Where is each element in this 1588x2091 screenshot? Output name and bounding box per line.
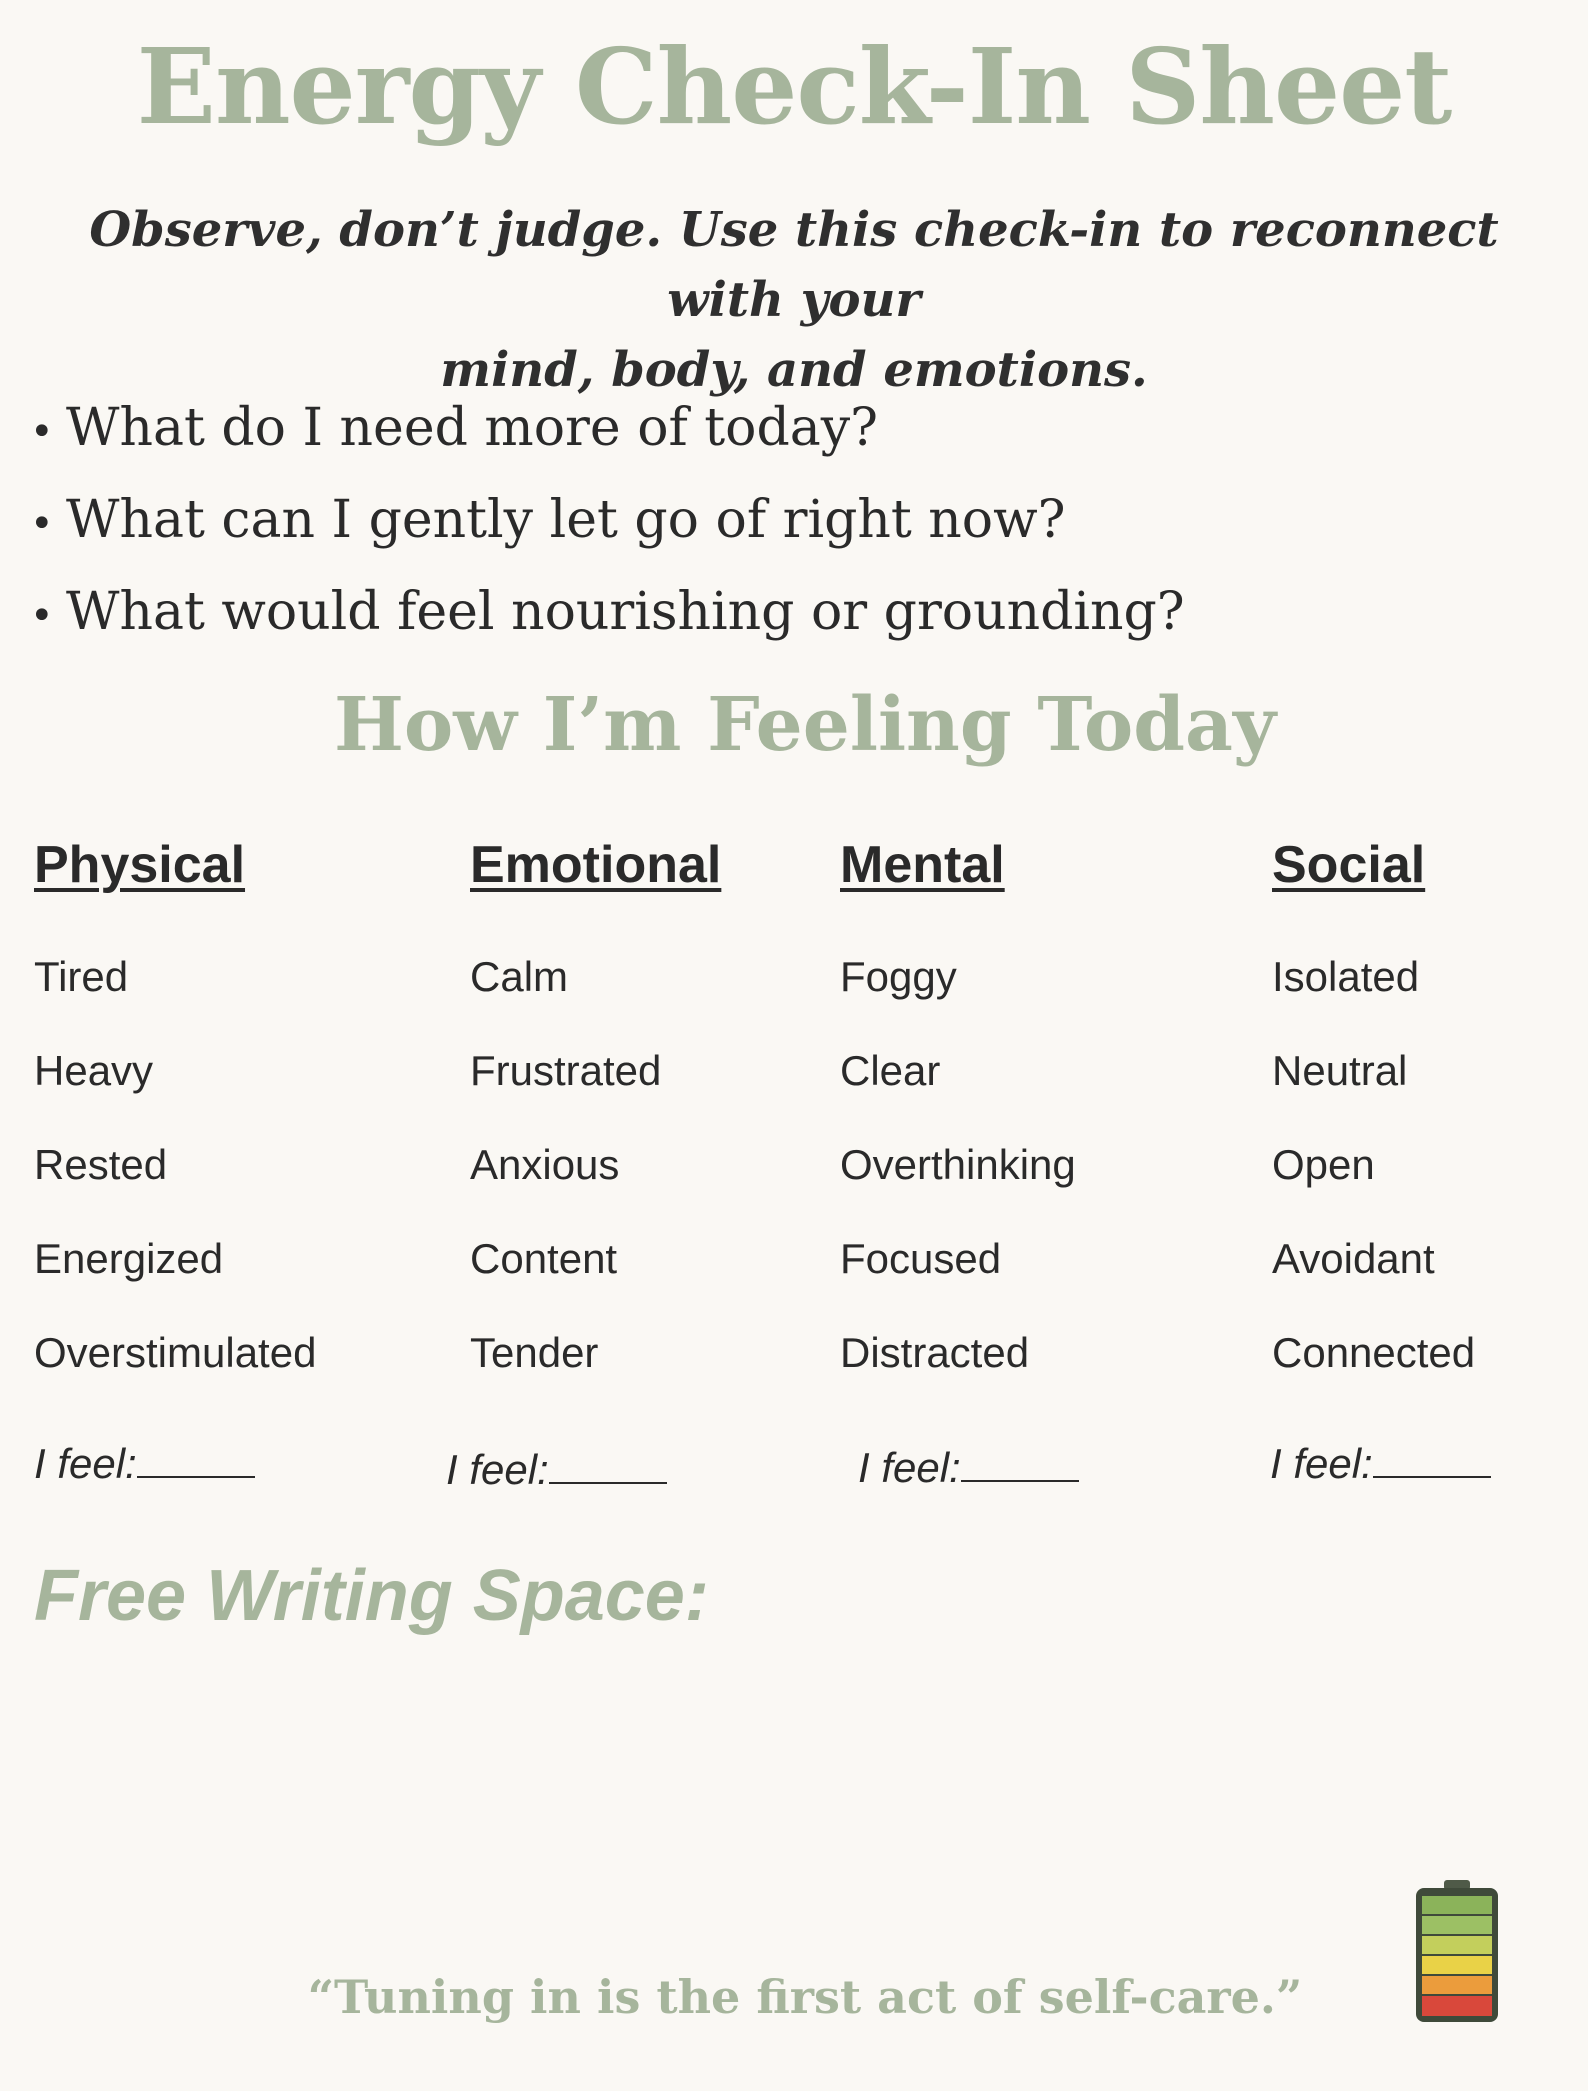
feeling-option[interactable]: Frustrated — [470, 1047, 662, 1094]
free-writing-label: Free Writing Space: — [34, 1556, 709, 1636]
question-item — [30, 382, 1185, 474]
question-text: What would feel nourishing or grounding? — [66, 582, 1185, 642]
feeling-option[interactable]: Clear — [840, 1047, 941, 1094]
feel-blank-line[interactable] — [549, 1448, 667, 1484]
emotional-column — [470, 830, 721, 1400]
subtitle-line-1: Observe, don’t judge. Use this check-in to reconnect with your — [89, 202, 1499, 328]
subtitle-line-2: mind, body, and emotions. — [440, 342, 1148, 398]
bullet-icon: • — [30, 501, 54, 547]
physical-heading: Physical — [34, 836, 246, 894]
feeling-section-title: How I’m Feeling Today — [334, 682, 1276, 768]
battery-level-bar — [1422, 1936, 1492, 1954]
social-feel-field[interactable] — [1270, 1440, 1491, 1488]
emotional-feel-field[interactable] — [446, 1446, 667, 1494]
feel-blank-line[interactable] — [961, 1446, 1079, 1482]
feeling-option[interactable]: Heavy — [34, 1047, 154, 1094]
feeling-option[interactable]: Neutral — [1272, 1047, 1408, 1094]
physical-column — [34, 830, 316, 1400]
feeling-option[interactable]: Focused — [840, 1235, 1002, 1282]
feeling-option[interactable]: Tired — [34, 953, 129, 1000]
page-subtitle — [60, 195, 1528, 405]
battery-level-bar — [1422, 1896, 1492, 1914]
feeling-option[interactable]: Isolated — [1272, 953, 1420, 1000]
feel-blank-line[interactable] — [137, 1442, 255, 1478]
feeling-option[interactable]: Overstimulated — [34, 1329, 317, 1376]
battery-icon — [1412, 1880, 1502, 2026]
feeling-option[interactable]: Overthinking — [840, 1141, 1076, 1188]
question-text: What can I gently let go of right now? — [66, 490, 1066, 550]
feeling-option[interactable]: Connected — [1272, 1329, 1476, 1376]
feeling-option[interactable]: Open — [1272, 1141, 1375, 1188]
battery-level-bar — [1422, 1956, 1492, 1974]
feeling-option[interactable]: Foggy — [840, 953, 957, 1000]
feeling-option[interactable]: Anxious — [470, 1141, 620, 1188]
feeling-option[interactable]: Energized — [34, 1235, 224, 1282]
bullet-icon: • — [30, 409, 54, 455]
mental-heading: Mental — [840, 836, 1005, 894]
battery-level-bar — [1422, 1996, 1492, 2016]
feel-label: I feel: — [858, 1444, 961, 1491]
feel-label: I feel: — [1270, 1440, 1373, 1487]
page-title: Energy Check-In Sheet — [136, 25, 1452, 148]
bullet-icon: • — [30, 593, 54, 639]
emotional-heading: Emotional — [470, 836, 722, 894]
social-heading: Social — [1272, 836, 1426, 894]
feel-label: I feel: — [34, 1440, 137, 1487]
reflection-questions — [30, 382, 1185, 658]
feel-label: I feel: — [446, 1446, 549, 1493]
feeling-option[interactable]: Distracted — [840, 1329, 1030, 1376]
battery-level-bar — [1422, 1916, 1492, 1934]
mental-feel-field[interactable] — [858, 1444, 1079, 1492]
feeling-option[interactable]: Avoidant — [1272, 1235, 1435, 1282]
feeling-option[interactable]: Content — [470, 1235, 618, 1282]
feel-blank-line[interactable] — [1373, 1442, 1491, 1478]
battery-level-bar — [1422, 1976, 1492, 1994]
question-text: What do I need more of today? — [66, 398, 879, 458]
physical-feel-field[interactable] — [34, 1440, 255, 1488]
mental-column — [840, 830, 1076, 1400]
feeling-option[interactable]: Rested — [34, 1141, 168, 1188]
social-column — [1272, 830, 1475, 1400]
feeling-option[interactable]: Tender — [470, 1329, 599, 1376]
footer-quote: “Tuning in is the first act of self-care.” — [307, 1970, 1303, 2024]
question-item — [30, 474, 1185, 566]
question-item — [30, 566, 1185, 658]
free-writing-area[interactable] — [34, 1660, 1374, 1940]
feeling-option[interactable]: Calm — [470, 953, 569, 1000]
